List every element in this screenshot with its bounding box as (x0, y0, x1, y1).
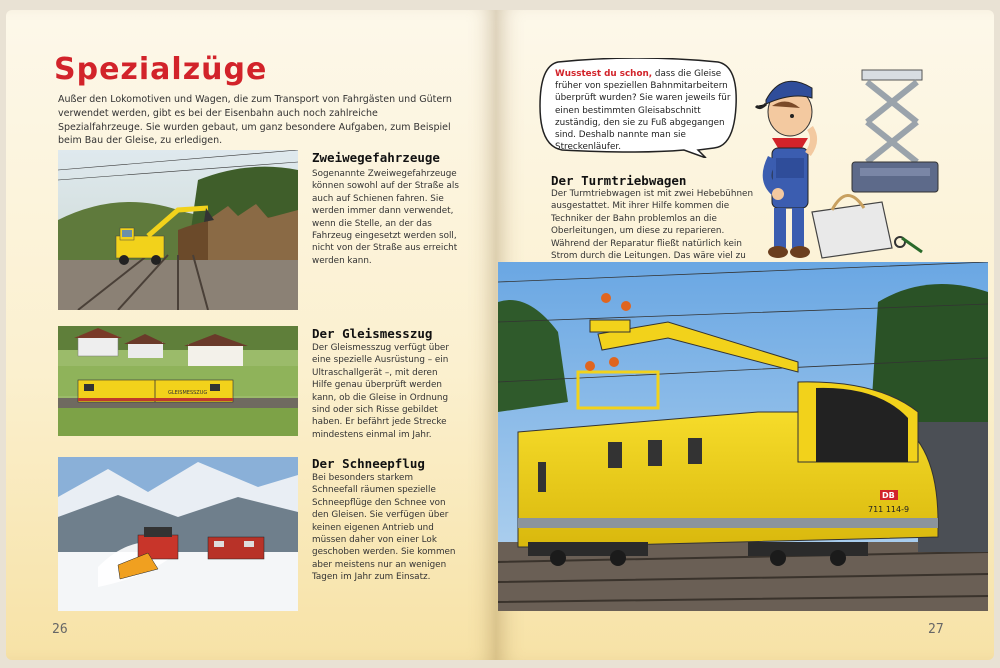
heading-snowplough: Der Schneepflug (312, 456, 425, 471)
photo-road-rail-vehicle (58, 150, 298, 310)
page-number-left: 26 (52, 622, 68, 637)
bubble-body: dass die Gleise früher von speziellen Bahnmitarbeitern überprüft wurden? Sie waren jeweils für einen bestimmten Gleisabschnitt zuständig, den sie zu Fuß abgegangen sind. Deshalb nannte man sie Streckenläufer. (555, 69, 731, 153)
page-title: Spezialzüge (54, 52, 268, 87)
heading-track-measuring-train: Der Gleismesszug (312, 326, 433, 341)
heading-tower-railcar: Der Turmtriebwagen (551, 173, 687, 188)
text-track-measuring-train: Der Gleismesszug verfügt über eine spezielle Ausrüstung – ein Ultraschallgerät –, mit deren Hilfe genau überprüft werden kann, ob die Gleise in Ordnung sind oder sich Risse gebildet haben. Er befährt jede Strecke mindestens einmal im Jahr. (312, 343, 449, 440)
train-number-text: 711 114-9 (868, 505, 910, 514)
text-tower-railcar: Der Turmtriebwagen ist mit zwei Hebebühnen ausgestattet. Mit ihrer Hilfe kommen die Techniker der Bahn problemlos an die Oberleitungen, um diese zu reparieren. Während der Reparatur fließt natürlich kein Strom durch die Leitungen. Das wäre viel zu (551, 189, 754, 262)
cartoon-boy-illustration (752, 62, 952, 268)
train-label-text: GLEISMESSZUG (168, 390, 208, 396)
text-road-rail-vehicles: Sogenannte Zweiwegefahrzeuge können sowohl auf der Straße als auch auf Schienen fahren. Sie werden immer dann verwendet, wenn die Stelle, an der das Fahrzeug eingesetzt werden soll, nicht von der Straße aus erreicht werden kann. (312, 169, 459, 266)
db-logo-text: DB (882, 491, 895, 500)
photo-track-measuring-train (58, 326, 298, 436)
bubble-highlight: Wusstest du schon, (555, 69, 653, 79)
photo-snowplough (58, 457, 298, 611)
heading-road-rail-vehicles: Zweiwegefahrzeuge (312, 150, 440, 165)
bubble-text (555, 68, 733, 153)
text-snowplough: Bei besonders starkem Schneefall räumen spezielle Schneepflüge den Schnee von den Gleisen. Sie verfügen über keinen eigenen Antrieb und müssen daher von einer Lok geschoben werden. Sie kommen aber meistens nur an wenigen Tagen im Jahr zum Einsatz. (312, 473, 456, 583)
page-number-right: 27 (928, 622, 944, 637)
photo-tower-railcar (498, 262, 988, 611)
intro-text: Außer den Lokomotiven und Wagen, die zum Transport von Fahrgästen und Gütern verwendet werden, gibt es bei der Eisenbahn auch noch zahlreiche Spezialfahrzeuge. Sie wurden gebaut, um ganz besondere Aufgaben, zum Beispiel beim Bau der Gleise, zu erledigen. (58, 94, 452, 147)
